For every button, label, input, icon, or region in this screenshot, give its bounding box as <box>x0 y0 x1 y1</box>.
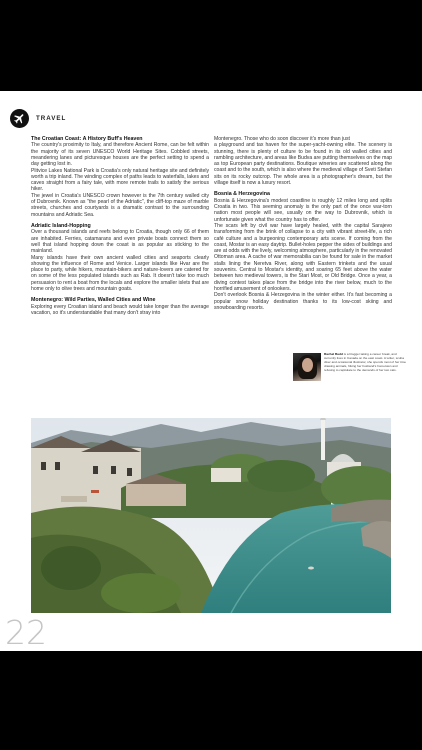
section-label: TRAVEL <box>36 114 67 122</box>
paragraph: The scars left by civil war have largely healed, with the capital Sarajevo transforming from the brink of collapse to a city with vibrant street-life, a rich café culture and a burgeoning contemporary arts scene. If coming from the coast, Mostar is an easy daytrip. Bullet-holes pepper the sides of buildings and are at odds with the lively, welcoming atmosphere, particularly in the renovated Ottoman area. A cache of war memorabilia can be found for sale in the market stalls lining the Neretva River, along with Eastern trinkets and the usual souvenirs. Central to Mostar's identity, and soaring 65 feet above the water between two medieval towers, is the Stari Most, or Old Bridge. Once a year, a diving contest takes place from the bridge into the river below, much to the horrified amusement of onlookers. <box>214 222 392 292</box>
section-heading: Bosnia & Herzegovina <box>214 191 270 198</box>
author-name: Rachel Budd <box>324 352 343 356</box>
author-description: is a blogger taking a career break, and currently lives in Canada on the east coast. A writer, scuba diver and occasional illustrator, she spends most of her time drawing animals, hiking her husband's hometown and refusing to capitulate to the demands of her two cats. <box>324 352 407 372</box>
paragraph: Bosnia & Herzegovina's modest coastline is roughly 12 miles long and splits Croatia in two. This seeming anomaly is the only part of the once war-torn nation most people will see, usually on the way to Dubrovnik, which is unfortunate given what the country has to offer. <box>214 197 392 223</box>
paragraph: Over a thousand islands and reefs belong to Croatia, though only 66 of them are inhabited. Ferries, catamarans and even private boats connect them so well that island hopping down the coast is as popular as sticking to the mainland. <box>31 229 209 255</box>
paragraph: Exploring every Croatian island and beach would take longer than the average vacation, so it's understandable that many don't stray into <box>31 303 209 317</box>
paragraph: The country's proximity to Italy, and therefore Ancient Rome, can be felt within the majority of its seven UNESCO World Heritage Sites. Cobbled streets, meandering lanes and picturesque houses are the perfect setting to spend a day getting lost in. <box>31 142 209 168</box>
mostar-photo <box>31 418 391 613</box>
section-heading: Adriatic Island-Hopping <box>31 222 91 229</box>
airplane-icon <box>10 109 29 128</box>
paragraph: Montenegro. Those who do soon discover it's more than just <box>214 136 350 142</box>
article-column-right <box>214 136 392 311</box>
paragraph: Plitvice Lakes National Park is Croatia's only natural heritage site and definitely worth a trip inland. The winding complex of paths leads to waterfalls, lakes and caves straight from a fairy tale, with more remote trails to satisfy the serious hiker. <box>31 167 209 193</box>
paragraph: a playground and tax haven for the super-yacht-owning elite. The scenery is stunning, there is plenty of culture to be found in its old walled cities and rambling architecture, and areas like Budva are putting themselves on the map as top European party destinations. Boutique wineries are scattered along the coast and to the south, which is also where the medieval village of Sveti Stefan sits on its rocky outcrop. The whole area is a photographer's dream, but the village itself is now a luxury resort. <box>214 142 392 187</box>
author-photo <box>293 353 321 381</box>
article-column-left <box>31 136 209 316</box>
paragraph: The jewel in Croatia's UNESCO crown however is the 7th century walled city of Dubrovnik. Known as "the pearl of the Adriatic", the cliff-top maze of marble streets, churches and courtyards is a dramatic contrast to the surrounding mountains and Adriatic Sea. <box>31 192 209 218</box>
section-header <box>10 108 66 128</box>
paragraph: Don't overlook Bosnia & Herzegovina in the winter either. It's fast becoming a popular snow holiday destination thanks to its low-cost skiing and snowboarding resorts. <box>214 292 392 311</box>
page-number: 22 <box>5 613 47 651</box>
author-bio <box>293 353 409 385</box>
section-heading: Montenegro: Wild Parties, Walled Cities and Wine <box>31 297 156 304</box>
magazine-page <box>0 91 422 651</box>
section-heading: The Croatian Coast: A History Buff's Heaven <box>31 136 143 142</box>
paragraph: Many islands have their own ancient walled cities and seaports clearly showing the influence of Rome and Venice. Larger islands like Hvar are the place to party, while hikers, mountain-bikers and nature-lovers are catered for on some of the less populated islands such as Rab. It doesn't take too much persuasion to rent a boat from the locals and explore the smaller islets that are home only to olive trees and mountain goats. <box>31 254 209 293</box>
author-bio-text <box>324 353 408 373</box>
